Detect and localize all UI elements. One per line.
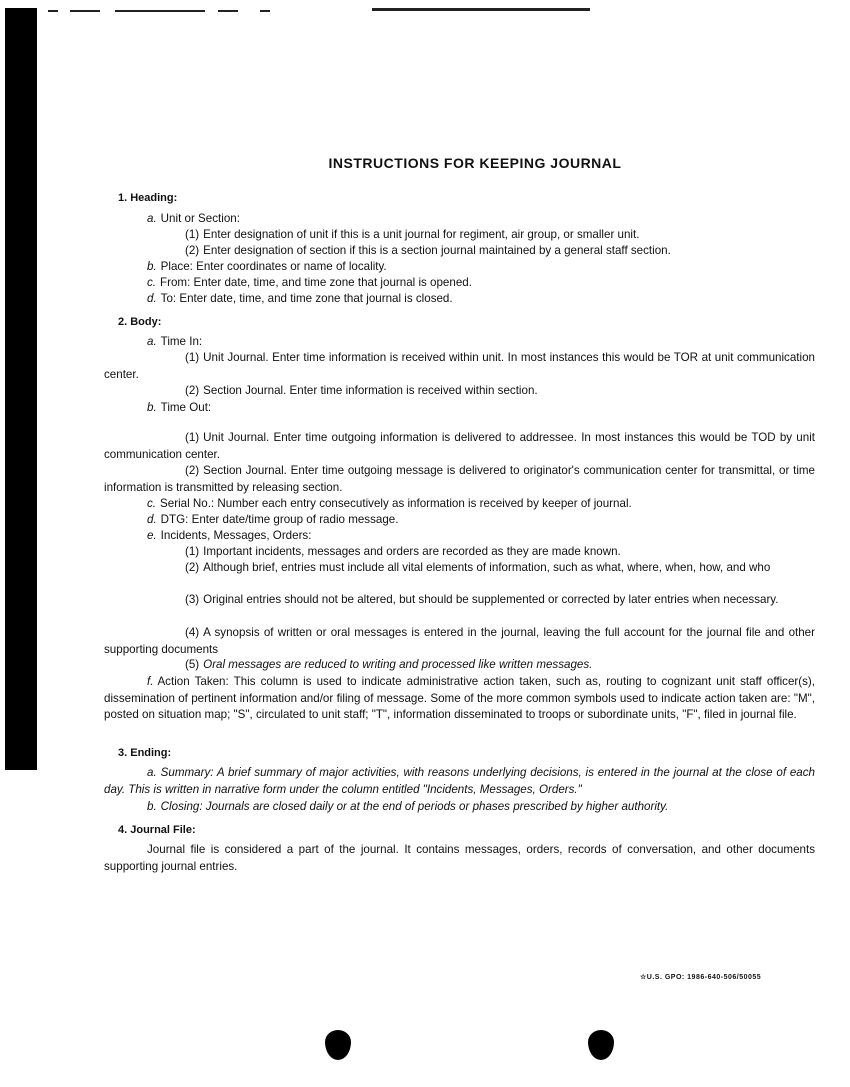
scan-mark <box>218 10 238 12</box>
item-marker: (2) <box>185 561 200 574</box>
instruction-paragraph <box>104 334 815 351</box>
item-text: Although brief, entries must include all vital elements of information, such as what, where, when, how, and who <box>203 561 771 574</box>
item-text: Action Taken: This column is used to indicate administrative action taken, such as, routing to cognizant unit staff officer(s), dissemination of pertinent information and/or filing of message. Some of the more common symbols used to indicate action taken are: "M", posted on situation map; "S", circulated to unit staff; "T", information disseminated to troops or subordinate units, "F", filed in journal file. <box>104 675 815 721</box>
item-marker: a. <box>147 766 157 779</box>
item-text: Section Journal. Enter time outgoing message is delivered to originator's communication center for transmittal, or time information is transmitted by releasing section. <box>104 464 815 494</box>
item-text: DTG: Enter date/time group of radio message. <box>160 513 399 526</box>
scan-mark <box>70 10 100 12</box>
section-heading: 1. Heading: <box>118 192 178 204</box>
item-text: Time In: <box>160 335 203 348</box>
scan-mark <box>115 10 205 12</box>
item-text: Journal file is considered a part of the journal. It contains messages, orders, records of conversation, and other documents supporting journal entries. <box>104 843 815 873</box>
item-text: Place: Enter coordinates or name of locality. <box>160 260 387 273</box>
item-marker: (1) <box>185 431 200 444</box>
item-marker: (2) <box>185 464 200 477</box>
item-text: Summary: A brief summary of major activities, with reasons underlying decisions, is entered in the journal at the close of each day. This is written in narrative form under the column entitled "Incidents, Messages, Orders." <box>104 766 815 796</box>
item-text: Incidents, Messages, Orders: <box>160 529 312 542</box>
item-marker: d. <box>147 513 157 526</box>
item-text: Original entries should not be altered, but should be supplemented or corrected by later entries when necessary. <box>203 593 779 606</box>
instruction-paragraph <box>104 625 815 658</box>
instruction-paragraph <box>104 463 815 496</box>
item-marker: b. <box>147 401 157 414</box>
instruction-paragraph <box>104 528 815 545</box>
item-marker: (1) <box>185 351 200 364</box>
instruction-paragraph <box>104 400 815 417</box>
instruction-paragraph <box>104 383 815 400</box>
item-marker: d. <box>147 292 157 305</box>
punch-hole <box>325 1030 351 1060</box>
item-marker: e. <box>147 529 157 542</box>
item-text: Oral messages are reduced to writing and processed like written messages. <box>203 658 593 671</box>
item-text: Enter designation of unit if this is a unit journal for regiment, air group, or smaller unit. <box>203 228 640 241</box>
instruction-paragraph <box>104 799 815 816</box>
section-heading: 4. Journal File: <box>118 824 196 836</box>
item-text: Unit or Section: <box>160 212 240 225</box>
instruction-paragraph <box>104 227 815 244</box>
item-marker: b. <box>147 800 157 813</box>
instruction-paragraph <box>104 259 815 276</box>
item-marker: c. <box>147 497 157 510</box>
instruction-paragraph <box>104 512 815 529</box>
instruction-paragraph <box>104 496 815 513</box>
item-marker: a. <box>147 212 157 225</box>
instruction-paragraph <box>104 544 815 561</box>
item-marker: (4) <box>185 626 200 639</box>
item-text: A synopsis of written or oral messages is entered in the journal, leaving the full account for the journal file and other supporting documents <box>104 626 815 656</box>
instruction-paragraph <box>104 275 815 292</box>
item-marker: a. <box>147 335 157 348</box>
item-text: To: Enter date, time, and time zone that journal is closed. <box>160 292 453 305</box>
item-text: From: Enter date, time, and time zone that journal is opened. <box>160 276 472 289</box>
item-marker: (1) <box>185 545 200 558</box>
scan-mark <box>260 10 270 12</box>
item-marker: (2) <box>185 384 200 397</box>
section-heading: 2. Body: <box>118 316 162 328</box>
scan-mark <box>48 10 58 12</box>
item-text: Important incidents, messages and orders are recorded as they are made known. <box>203 545 621 558</box>
item-marker: b. <box>147 260 157 273</box>
item-marker: (1) <box>185 228 200 241</box>
gpo-imprint: ☆U.S. GPO: 1986-640-506/50055 <box>640 974 762 981</box>
instruction-paragraph <box>104 291 815 308</box>
instruction-paragraph <box>104 592 815 609</box>
item-text: Closing: Journals are closed daily or at the end of periods or phases prescribed by higher authority. <box>160 800 669 813</box>
instruction-paragraph <box>104 243 815 260</box>
punch-hole <box>588 1030 614 1060</box>
item-marker: c. <box>147 276 157 289</box>
item-marker: (3) <box>185 593 200 606</box>
item-text: Enter designation of section if this is a section journal maintained by a general staff section. <box>203 244 671 257</box>
page-title: INSTRUCTIONS FOR KEEPING JOURNAL <box>328 155 622 171</box>
instruction-paragraph <box>104 350 815 383</box>
instruction-paragraph <box>104 842 815 875</box>
item-text: Unit Journal. Enter time information is received within unit. In most instances this would be TOR at unit communication center. <box>104 351 815 381</box>
item-marker: f. <box>147 675 154 688</box>
instruction-paragraph <box>104 560 815 577</box>
instruction-paragraph <box>104 674 815 724</box>
instruction-paragraph <box>104 430 815 463</box>
item-text: Time Out: <box>160 401 212 414</box>
item-marker: (2) <box>185 244 200 257</box>
item-text: Serial No.: Number each entry consecutively as information is received by keeper of journal. <box>160 497 632 510</box>
section-heading: 3. Ending: <box>118 747 172 759</box>
instruction-paragraph <box>104 211 815 228</box>
instruction-paragraph <box>104 765 815 798</box>
item-text: Unit Journal. Enter time outgoing information is delivered to addressee. In most instances this would be TOD by unit communication center. <box>104 431 815 461</box>
item-marker: (5) <box>185 658 200 671</box>
item-text: Section Journal. Enter time information is received within section. <box>203 384 538 397</box>
scan-mark <box>372 8 590 11</box>
scan-edge-bar <box>5 8 37 770</box>
instruction-paragraph <box>104 657 815 674</box>
